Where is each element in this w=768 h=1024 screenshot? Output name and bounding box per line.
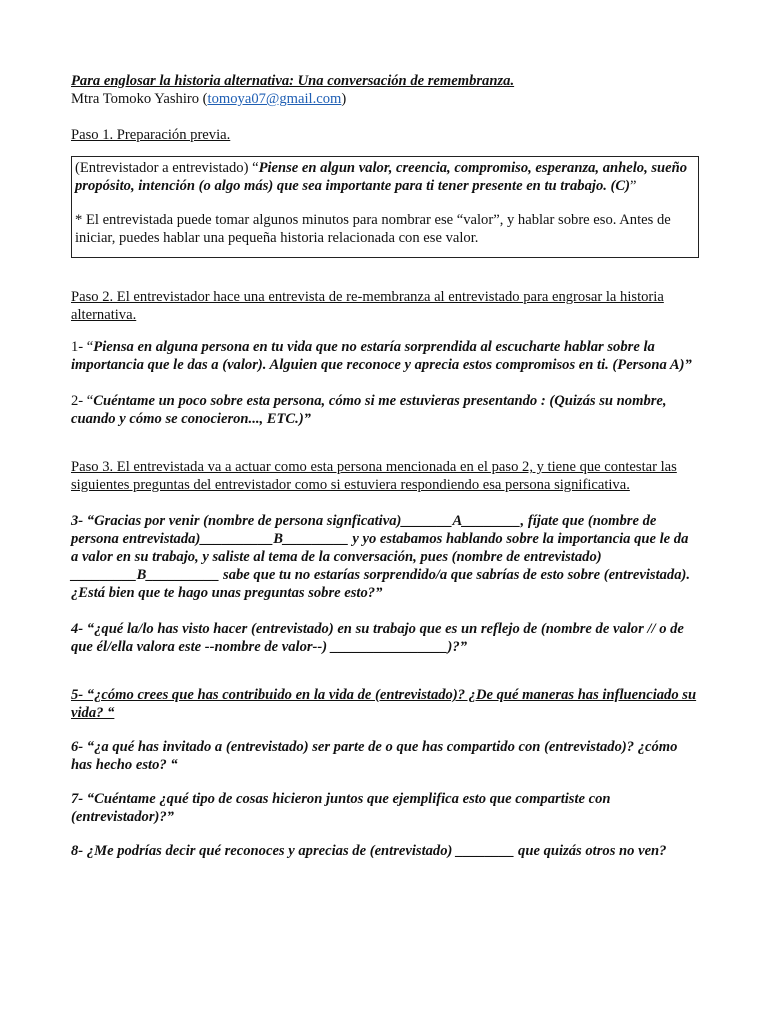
question-1-text: Piensa en alguna persona en tu vida que no estaría sorprendida al escucharte hablar sobre la importancia que le das a (valor). Alguien que reconoce y aprecia estos compromisos en ti. (Persona A)” (71, 339, 692, 373)
question-7: 7- “Cuéntame ¿qué tipo de cosas hicieron juntos que ejemplifica esto que compartiste con (entrevistador)?” (71, 791, 611, 825)
box-prompt-emphasis: Piense en algun valor, creencia, compromiso, esperanza, anhelo, sueño propósito, intención (o algo más) que sea importante para ti tener presente en tu trabajo. (C) (75, 160, 688, 194)
box-prompt-prefix: (Entrevistador a entrevistado) “ (75, 160, 259, 176)
paso3-heading: Paso 3. El entrevistada va a actuar como esta persona mencionada en el paso 2, y tiene que contestar las siguientes preguntas del entrevistador como si estuviera respondiendo esa persona significativa. (71, 459, 677, 493)
paso1-heading: Paso 1. Preparación previa. (71, 127, 231, 143)
document-title: Para englosar la historia alternativa: Una conversación de remembranza. (71, 73, 515, 89)
author-email-link[interactable]: tomoya07@gmail.com (207, 91, 342, 107)
question-4: 4- “¿qué la/lo has visto hacer (entrevistado) en su trabajo que es un reflejo de (nombre de valor // o de que él/ella valora este --nombre de valor--) ________________)?” (71, 621, 684, 655)
question-3: 3- “Gracias por venir (nombre de persona signficativa)_______A________, fíjate que (nombre de persona entrevistada)__________B_________ y yo estabamos hablando sobre la importancia que le da a valor en su trabajo, y saliste al tema de la conversación, pues (nombre de entrevistado) _________B__________ sabe que tu no estarías sorprendido/a que sabrías de esto sobre (entrevistada). ¿Está bien que te hago unas preguntas sobre esto?” (71, 513, 691, 601)
author-name: Mtra Tomoko Yashiro ( (71, 91, 208, 107)
question-6: 6- “¿a qué has invitado a (entrevistado) ser parte de o que has compartido con (entrevistado)? ¿cómo has hecho esto? “ (71, 739, 678, 773)
question-2-text: Cuéntame un poco sobre esta persona, cómo si me estuvieras presentando : (Quizás su nombre, cuando y cómo se conocieron..., ETC.)” (71, 393, 667, 427)
box-prompt-suffix: ” (630, 178, 637, 194)
document-page (71, 72, 699, 860)
paso2-heading: Paso 2. El entrevistador hace una entrevista de re-membranza al entrevistado para engrosar la historia alternativa. (71, 289, 664, 323)
author-line (71, 90, 699, 108)
question-1-number: 1- “ (71, 339, 94, 355)
instruction-box (71, 156, 699, 258)
question-1 (71, 338, 699, 374)
question-2 (71, 392, 699, 428)
author-suffix: ) (341, 91, 347, 107)
question-2-number: 2- “ (71, 393, 94, 409)
box-prompt (75, 159, 694, 195)
box-note: * El entrevistada puede tomar algunos minutos para nombrar ese “valor”, y hablar sobre eso. Antes de iniciar, puedes hablar una pequeña historia relacionada con ese valor. (75, 212, 671, 246)
question-8: 8- ¿Me podrías decir qué reconoces y aprecias de (entrevistado) ________ que quizás otros no ven? (71, 843, 667, 859)
question-5: 5- “¿cómo crees que has contribuido en la vida de (entrevistado)? ¿De qué maneras has influenciado su vida? “ (71, 687, 697, 721)
